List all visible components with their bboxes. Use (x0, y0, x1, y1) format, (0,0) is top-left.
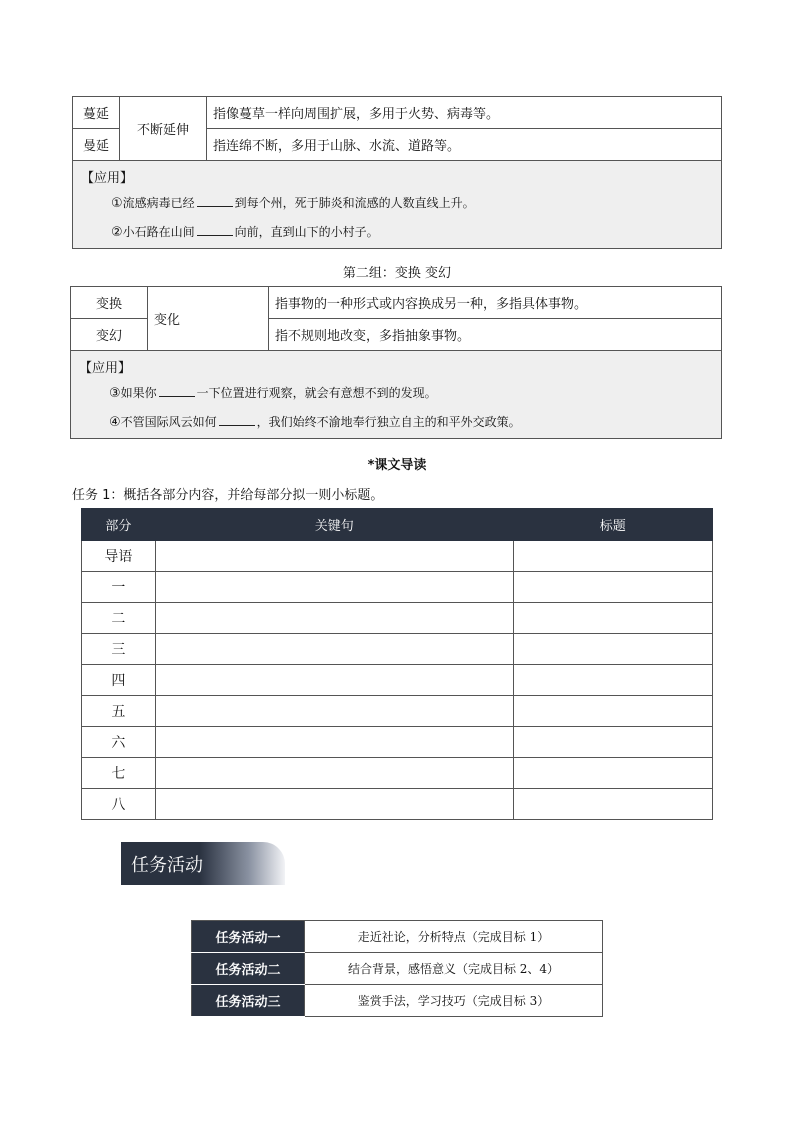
part-cell: 五 (82, 696, 156, 727)
activities-table (191, 920, 603, 1017)
column-header: 关键句 (155, 509, 513, 541)
key-sentence-cell[interactable] (155, 696, 513, 727)
table-row (192, 953, 603, 985)
definition-cell: 指不规则地改变，多指抽象事物。 (269, 319, 722, 351)
key-sentence-cell[interactable] (155, 572, 513, 603)
title-cell[interactable] (513, 789, 712, 820)
key-sentence-cell[interactable] (155, 758, 513, 789)
application-item: ③如果你 一下位置进行观察，就会有意想不到的发现。 (109, 386, 437, 401)
table-row (82, 758, 713, 789)
key-sentence-cell[interactable] (155, 603, 513, 634)
part-cell: 三 (82, 634, 156, 665)
part-cell: 六 (82, 727, 156, 758)
activity-name: 任务活动二 (192, 953, 305, 985)
word-group-2-table (70, 286, 722, 439)
title-cell[interactable] (513, 696, 712, 727)
task-summary-table (81, 508, 713, 820)
word-cell: 曼延 (73, 129, 120, 161)
task-1-instruction: 任务 1：概括各部分内容，并给每部分拟一则小标题。 (72, 488, 384, 503)
key-sentence-cell[interactable] (155, 541, 513, 572)
definition-cell: 指连绵不断，多用于山脉、水流、道路等。 (207, 129, 722, 161)
title-cell[interactable] (513, 665, 712, 696)
table-row (82, 572, 713, 603)
text-guide-heading: *课文导读 (367, 458, 427, 473)
table-row (82, 789, 713, 820)
part-cell: 八 (82, 789, 156, 820)
title-cell[interactable] (513, 758, 712, 789)
part-cell: 七 (82, 758, 156, 789)
column-header: 部分 (82, 509, 156, 541)
application-item: ②小石路在山间 向前，直到山下的小村子。 (111, 225, 379, 240)
word-cell: 变幻 (71, 319, 148, 351)
activity-name: 任务活动一 (192, 921, 305, 953)
task-activity-banner (121, 842, 285, 885)
title-cell[interactable] (513, 572, 712, 603)
table-row (82, 603, 713, 634)
key-sentence-cell[interactable] (155, 727, 513, 758)
table-row (192, 985, 603, 1017)
table-header-row (82, 509, 713, 541)
part-cell: 一 (82, 572, 156, 603)
table-row (82, 665, 713, 696)
part-cell: 导语 (82, 541, 156, 572)
title-cell[interactable] (513, 541, 712, 572)
definition-cell: 指像蔓草一样向周围扩展，多用于火势、病毒等。 (207, 97, 722, 129)
activity-description: 鉴赏手法，学习技巧（完成目标 3） (305, 985, 603, 1017)
word-group-1-table (72, 96, 722, 249)
title-cell[interactable] (513, 727, 712, 758)
activity-description: 结合背景，感悟意义（完成目标 2、4） (305, 953, 603, 985)
activity-name: 任务活动三 (192, 985, 305, 1017)
part-cell: 二 (82, 603, 156, 634)
application-item: ④不管国际风云如何 ，我们始终不渝地奉行独立自主的和平外交政策。 (109, 415, 521, 430)
activity-description: 走近社论，分析特点（完成目标 1） (305, 921, 603, 953)
banner-label: 任务活动 (131, 855, 203, 876)
word-cell: 蔓延 (73, 97, 120, 129)
application-section (73, 161, 722, 249)
application-section (71, 351, 722, 439)
application-title: 【应用】 (81, 171, 134, 186)
shared-meaning-cell: 不断延伸 (120, 97, 207, 161)
title-cell[interactable] (513, 603, 712, 634)
shared-meaning-cell: 变化 (148, 287, 269, 351)
column-header: 标题 (513, 509, 712, 541)
part-cell: 四 (82, 665, 156, 696)
table-row (82, 696, 713, 727)
key-sentence-cell[interactable] (155, 634, 513, 665)
application-item: ①流感病毒已经 到每个州，死于肺炎和流感的人数直线上升。 (111, 196, 475, 211)
fill-blank[interactable] (197, 225, 233, 236)
title-cell[interactable] (513, 634, 712, 665)
fill-blank[interactable] (197, 196, 233, 207)
group-2-title: 第二组：变换 变幻 (342, 266, 452, 281)
table-row (192, 921, 603, 953)
key-sentence-cell[interactable] (155, 665, 513, 696)
key-sentence-cell[interactable] (155, 789, 513, 820)
fill-blank[interactable] (159, 386, 195, 397)
table-row (82, 727, 713, 758)
word-cell: 变换 (71, 287, 148, 319)
table-row (82, 541, 713, 572)
fill-blank[interactable] (219, 415, 255, 426)
definition-cell: 指事物的一种形式或内容换成另一种，多指具体事物。 (269, 287, 722, 319)
table-row (82, 634, 713, 665)
application-title: 【应用】 (79, 361, 132, 376)
